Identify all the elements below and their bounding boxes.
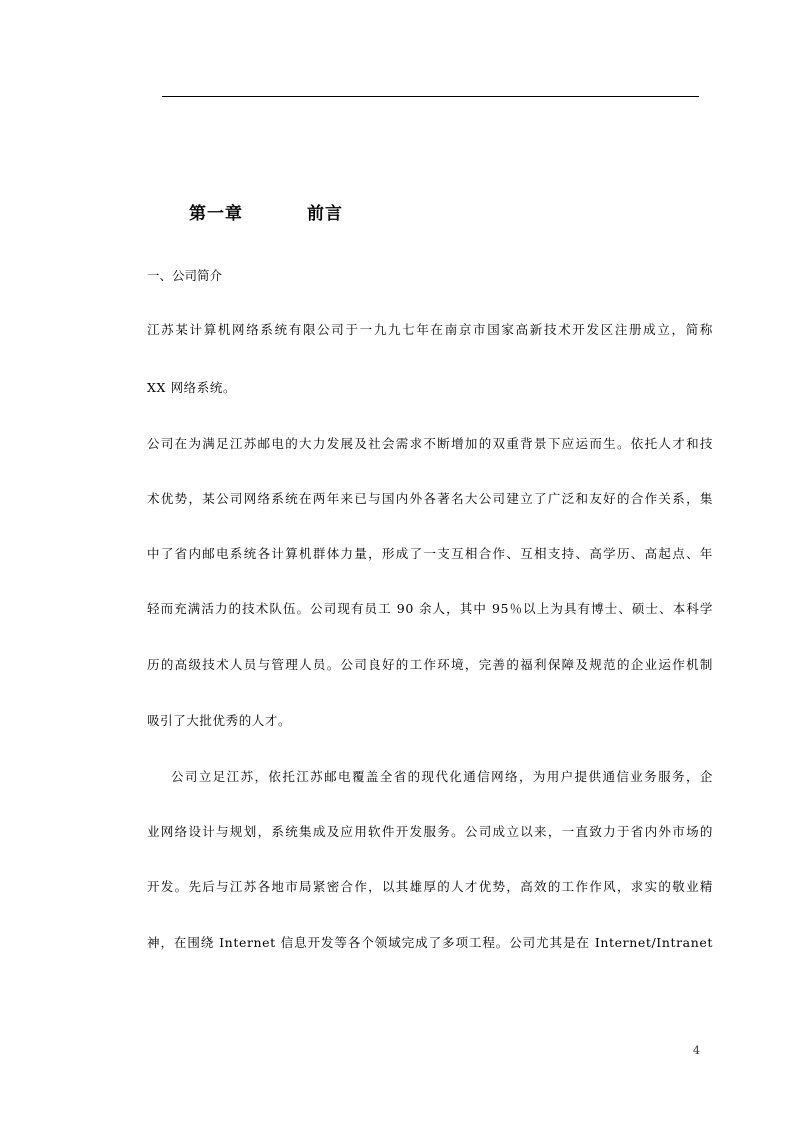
- body-line: 业网络设计与规划，系统集成及应用软件开发服务。公司成立以来，一直致力于省内外市场的: [147, 824, 713, 839]
- chapter-heading: [189, 199, 343, 224]
- header-rule: [162, 96, 699, 97]
- body-line: 历的高级技术人员与管理人员。公司良好的工作环境，完善的福利保障及规范的企业运作机制: [147, 657, 713, 672]
- body-line: 中了省内邮电系统各计算机群体力量，形成了一支互相合作、互相支持、高学历、高起点、年: [147, 546, 713, 561]
- body-line: XX 网络系统。: [147, 380, 237, 395]
- chapter-number: 第一章: [189, 204, 243, 224]
- body-line: 公司在为满足江苏邮电的大力发展及社会需求不断增加的双重背景下应运而生。依托人才和技: [147, 436, 713, 451]
- body-line: 公司立足江苏，依托江苏邮电覆盖全省的现代化通信网络，为用户提供通信业务服务，企: [171, 769, 713, 784]
- body-line: 术优势，某公司网络系统在两年来已与国内外各著名大公司建立了广泛和友好的合作关系，集: [147, 491, 713, 506]
- chapter-title: 前言: [307, 204, 343, 224]
- page-number: 4: [693, 1044, 700, 1057]
- body-line: 江苏某计算机网络系统有限公司于一九九七年在南京市国家高新技术开发区注册成立，简称: [147, 322, 713, 337]
- body-line: 神，在围绕 Internet 信息开发等各个领域完成了多项工程。公司尤其是在 Internet/Intranet: [147, 935, 713, 950]
- body-line: 开发。先后与江苏各地市局紧密合作，以其雄厚的人才优势，高效的工作作风，求实的敬业精: [147, 879, 713, 894]
- section-heading: 一、公司简介: [147, 268, 223, 283]
- body-line: 吸引了大批优秀的人才。: [147, 713, 292, 728]
- body-line: 轻而充满活力的技术队伍。公司现有员工 90 余人，其中 95％以上为具有博士、硕士、本科学: [147, 601, 713, 616]
